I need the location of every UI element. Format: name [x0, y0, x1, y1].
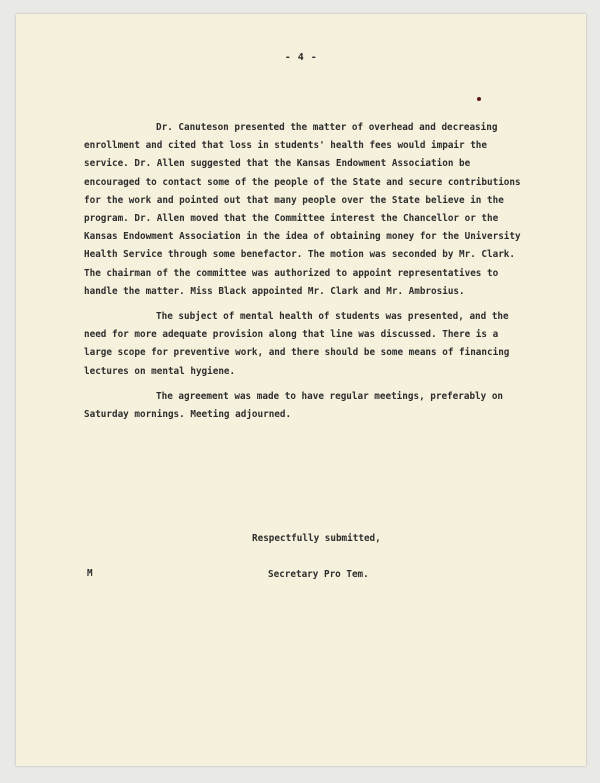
paragraph-funding: Dr. Canuteson presented the matter of overhead and decreasing enrollment and cited that loss in students' health fees would impair the service. Dr. Allen suggested that the Kansas Endowment Association be encouraged to contact some of the people of the State and secure contributions for the work and pointed out that many people over the State believe in the program. Dr. Allen moved that the Committee interest the Chancellor or the Kansas Endowment Association in the idea of obtaining money for the University Health Service through some benefactor. The motion was seconded by Mr. Clark. The chairman of the committee was authorized to appoint representatives to handle the matter. Miss Black appointed Mr. Clark and Mr. Ambrosius.: [84, 122, 521, 297]
ink-spot: [477, 97, 481, 101]
signature-title: Secretary Pro Tem.: [268, 569, 369, 580]
document-page: [16, 14, 586, 766]
document-body: [84, 119, 524, 431]
initial-mark: M: [87, 568, 93, 579]
paragraph-meetings: The agreement was made to have regular meetings, preferably on Saturday mornings. Meeting adjourned.: [84, 390, 504, 421]
paragraph-mental-health: The subject of mental health of students was presented, and the need for more adequate provision along that line was discussed. There is a large scope for preventive work, and there should be some means of financing lectures on mental hygiene.: [84, 311, 510, 377]
page-number: - 4 -: [284, 52, 318, 63]
closing-line: Respectfully submitted,: [252, 533, 381, 544]
